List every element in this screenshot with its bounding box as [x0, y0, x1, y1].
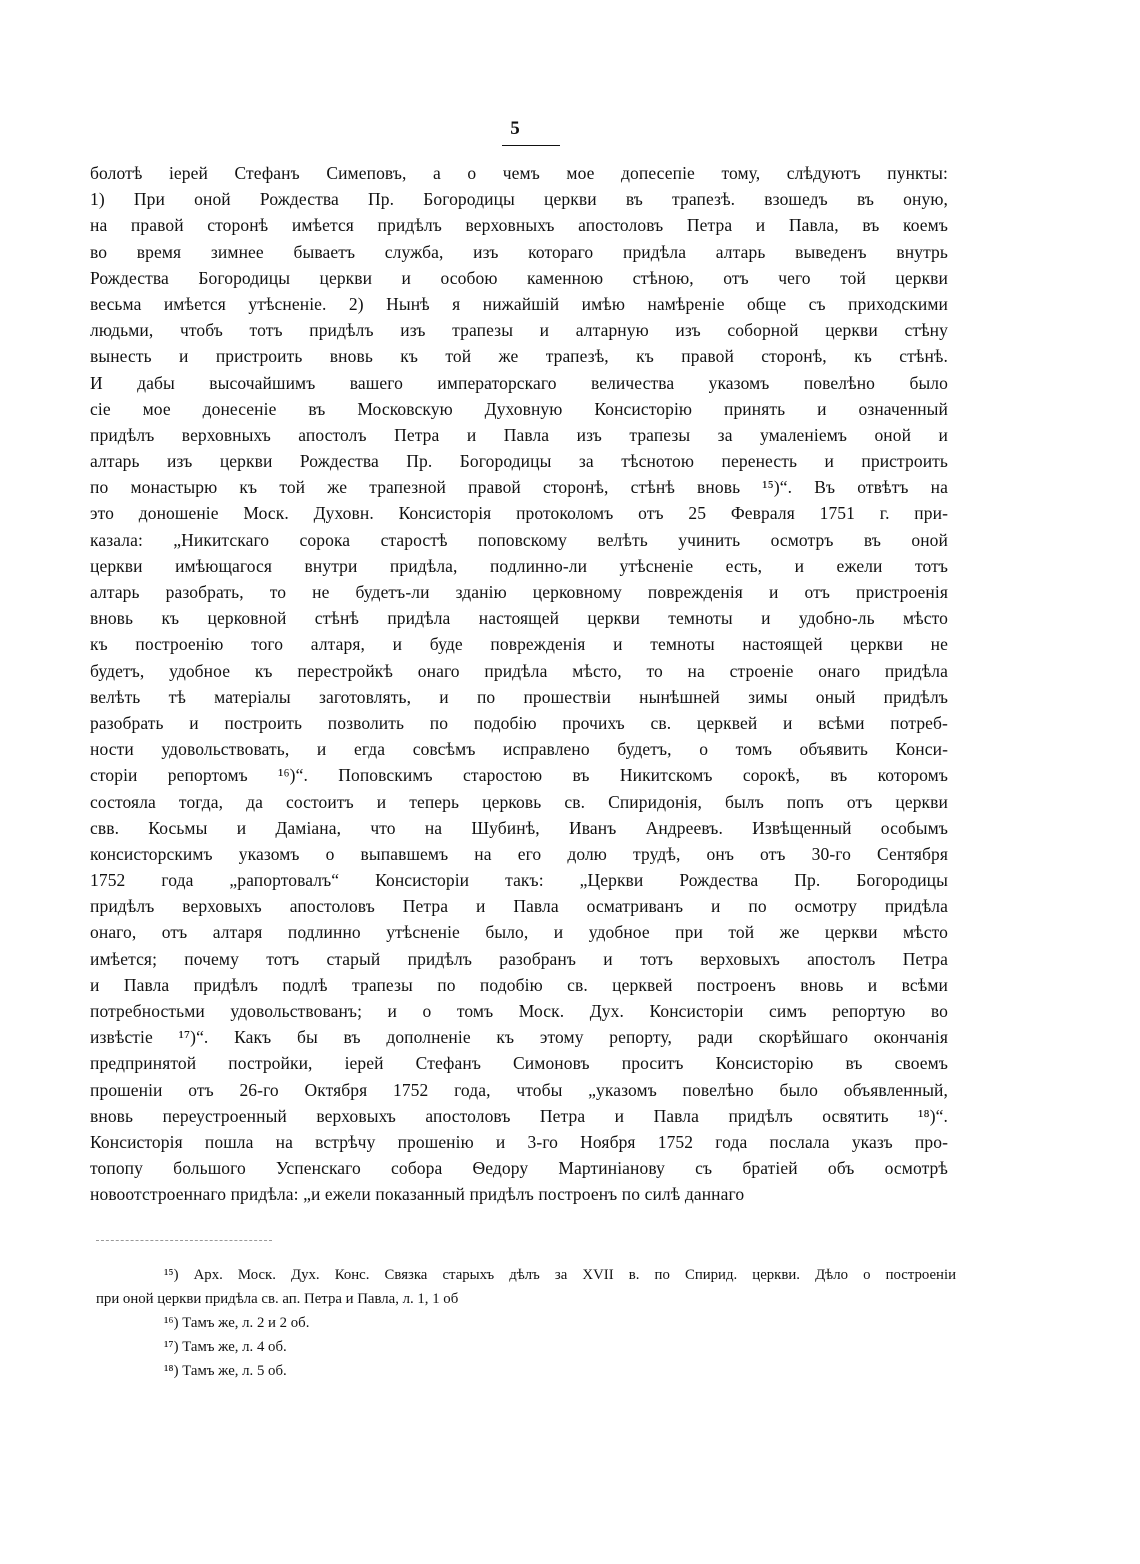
text-line: церкви имѣющагося внутри придѣла, подлинно-ли утѣсненіе есть, и ежели тотъ [90, 555, 948, 576]
text-line: Рождества Богородицы церкви и особою каменною стѣною, отъ чего той церкви [90, 267, 948, 288]
body-text [90, 160, 948, 1208]
text-line: онаго, отъ алтаря подлинно утѣсненіе было, и удобное при той же церкви мѣсто [90, 922, 948, 943]
text-line: и Павла придѣлъ подлѣ трапезы по подобію св. церквей построенъ вновь и всѣми [90, 974, 948, 995]
text-line: И дабы высочайшимъ вашего императорскаго величества указомъ повелѣно было [90, 372, 948, 393]
text-line: велѣть тѣ матеріалы заготовлять, и по прошествіи нынѣшней зимы оный придѣлъ [90, 686, 948, 707]
text-line: топопу большого Успенскаго собора Ѳедору Мартиніанову съ братіей объ осмотрѣ [90, 1158, 948, 1179]
text-line: во время зимнее бываетъ служба, изъ котораго придѣла алтарь выведенъ внутрь [90, 241, 948, 262]
text-line: казала: „Никитскаго сорока старостѣ поповскому велѣть учинить осмотръ въ оной [90, 529, 948, 550]
text-line: консисторскимъ указомъ о выпавшемъ на его долю трудѣ, онъ отъ 30-го Сентября [90, 843, 948, 864]
footnotes [96, 1263, 956, 1383]
text-line: сторіи репортомъ ¹⁶)“. Поповскимъ старостою въ Никитскомъ сорокѣ, въ которомъ [90, 765, 948, 786]
footnote [96, 1335, 956, 1359]
text-line: алтарь изъ церкви Рождества Пр. Богородицы за тѣснотою перенесть и пристроить [90, 451, 948, 472]
text-line: по монастырю къ той же трапезной правой сторонѣ, стѣнѣ вновь ¹⁵)“. Въ отвѣтъ на [90, 477, 948, 498]
text-line: вновь къ церковной стѣнѣ придѣла настоящей церкви темноты и удобно-ль мѣсто [90, 608, 948, 629]
text-line: это доношеніе Моск. Духовн. Консисторія протоколомъ отъ 25 Февраля 1751 г. при- [90, 503, 948, 524]
text-line: новоотстроеннаго придѣла: „и ежели показанный придѣлъ построенъ по силѣ даннаго [90, 1184, 745, 1205]
footnote-line: ¹⁸) Тамъ же, л. 5 об. [164, 1363, 287, 1379]
text-line: предпринятой постройки, іерей Стефанъ Симоновъ проситъ Консисторію въ своемъ [90, 1053, 948, 1074]
text-line: людьми, чтобъ тотъ придѣлъ изъ трапезы и алтарную изъ соборной церкви стѣну [90, 320, 948, 341]
footnote [96, 1359, 956, 1383]
page-number: 5 [510, 118, 520, 139]
text-line: 1) При оной Рождества Пр. Богородицы церкви въ трапезѣ. взошедъ въ оную, [90, 189, 948, 210]
text-line: на правой сторонѣ имѣется придѣлъ верховныхъ апостоловъ Петра и Павла, въ коемъ [90, 215, 948, 236]
text-line: прошеніи отъ 26-го Октября 1752 года, чтобы „указомъ повелѣно было объявленный, [90, 1079, 948, 1100]
footnote [96, 1263, 956, 1311]
text-line: весьма имѣется утѣсненіе. 2) Нынѣ я нижайшій имѣю намѣреніе обще съ приходскими [90, 293, 948, 314]
text-line: извѣстіе ¹⁷)“. Какъ бы въ дополненіе къ этому репорту, ради скорѣйшаго окончанія [90, 1027, 948, 1048]
footnote-separator [96, 1240, 272, 1241]
text-line: потребностьми удовольствованъ; и о томъ Моск. Дух. Консисторіи симъ репортую во [90, 1001, 948, 1021]
text-line: придѣлъ верховыхъ апостоловъ Петра и Павла осматриванъ и по осмотру придѣла [90, 896, 948, 917]
text-line: имѣется; почему тотъ старый придѣлъ разобранъ и тотъ верховыхъ апостолъ Петра [90, 948, 948, 969]
text-line: вновь переустроенный верховыхъ апостоловъ Петра и Павла придѣлъ освятить ¹⁸)“. [90, 1105, 948, 1126]
text-line: алтарь разобрать, то не будетъ-ли зданію церковному поврежденія и отъ пристроенія [90, 582, 948, 602]
text-line: сіе мое донесеніе въ Московскую Духовную Консисторію принять и означенный [90, 398, 948, 419]
text-line: 1752 года „рапортовалъ“ Консисторіи такъ: „Церкви Рождества Пр. Богородицы [90, 870, 948, 891]
text-line: ности удовольствовать, и егда совсѣмъ исправлено будетъ, о томъ объявить Конси- [90, 739, 948, 760]
text-line: вынесть и пристроить вновь къ той же трапезѣ, къ правой сторонѣ, къ стѣнѣ. [90, 346, 948, 367]
text-line: состояла тогда, да состоитъ и теперь церковь св. Спиридонія, былъ попъ отъ церкви [90, 791, 948, 812]
footnote-line: ¹⁵) Арх. Моск. Дух. Конс. Связка старыхъ дѣлъ за XVII в. по Спирид. церкви. Дѣло о построеніи [164, 1267, 956, 1283]
footnote-line: при оной церкви придѣла св. ап. Петра и Павла, л. 1, 1 об [96, 1291, 459, 1307]
text-line: къ построенію того алтаря, и буде поврежденія и темноты настоящей церкви не [90, 634, 948, 655]
page-number-rule [502, 145, 560, 146]
footnote-line: ¹⁷) Тамъ же, л. 4 об. [164, 1339, 287, 1355]
text-line: придѣлъ верховныхъ апостолъ Петра и Павла изъ трапезы за умаленіемъ оной и [90, 424, 948, 445]
text-line: будетъ, удобное къ перестройкѣ онаго придѣла мѣсто, то на строеніе онаго придѣла [90, 660, 948, 681]
footnote-line: ¹⁶) Тамъ же, л. 2 и 2 об. [164, 1315, 310, 1331]
text-line: Консисторія пошла на встрѣчу прошенію и 3-го Ноября 1752 года послала указъ про- [90, 1131, 948, 1152]
text-line: свв. Косьмы и Даміана, что на Шубинѣ, Иванъ Андреевъ. Извѣщенный особымъ [90, 817, 948, 838]
text-line: разобрать и построить позволить по подобію прочихъ св. церквей и всѣми потреб- [90, 712, 948, 733]
text-line: болотѣ іерей Стефанъ Симеповъ, а о чемъ мое допесепіе тому, слѣдуютъ пункты: [90, 163, 948, 183]
footnote [96, 1311, 956, 1335]
